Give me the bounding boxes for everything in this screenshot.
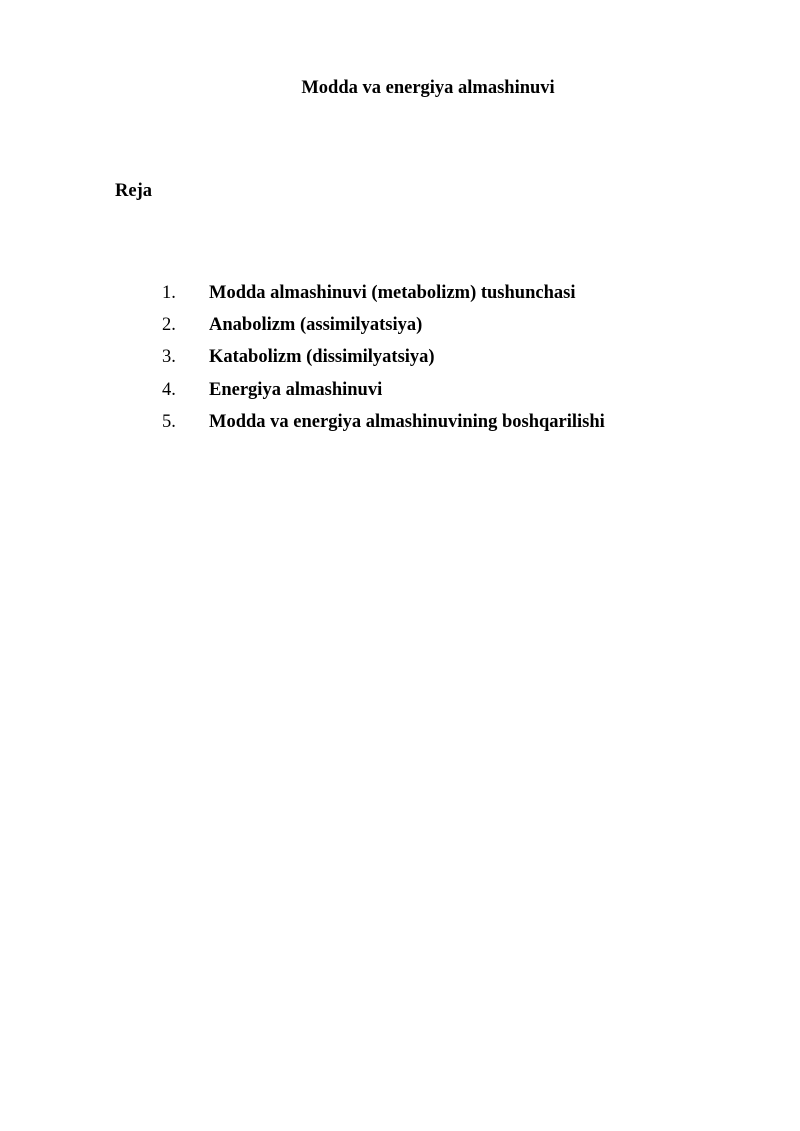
list-item-text: Katabolizm (dissimilyatsiya) — [209, 347, 435, 368]
list-item-text: Modda va energiya almashinuvining boshqarilishi — [209, 411, 605, 432]
plan-list — [0, 281, 800, 442]
list-item-text: Modda almashinuvi (metabolizm) tushunchasi — [209, 283, 576, 303]
list-item-number: 5. — [162, 411, 176, 432]
list-item — [0, 410, 800, 442]
list-item-number: 2. — [162, 315, 176, 336]
list-item-number: 1. — [162, 283, 176, 303]
page-title: Modda va energiya almashinuvi — [301, 78, 555, 98]
list-item-number: 4. — [162, 379, 176, 400]
list-item — [0, 281, 800, 313]
section-heading: Reja — [115, 181, 152, 201]
list-item — [0, 378, 800, 410]
list-item — [0, 313, 800, 345]
list-item-text: Anabolizm (assimilyatsiya) — [209, 315, 423, 336]
list-item — [0, 345, 800, 377]
list-item-number: 3. — [162, 347, 176, 368]
list-item-text: Energiya almashinuvi — [209, 379, 383, 400]
